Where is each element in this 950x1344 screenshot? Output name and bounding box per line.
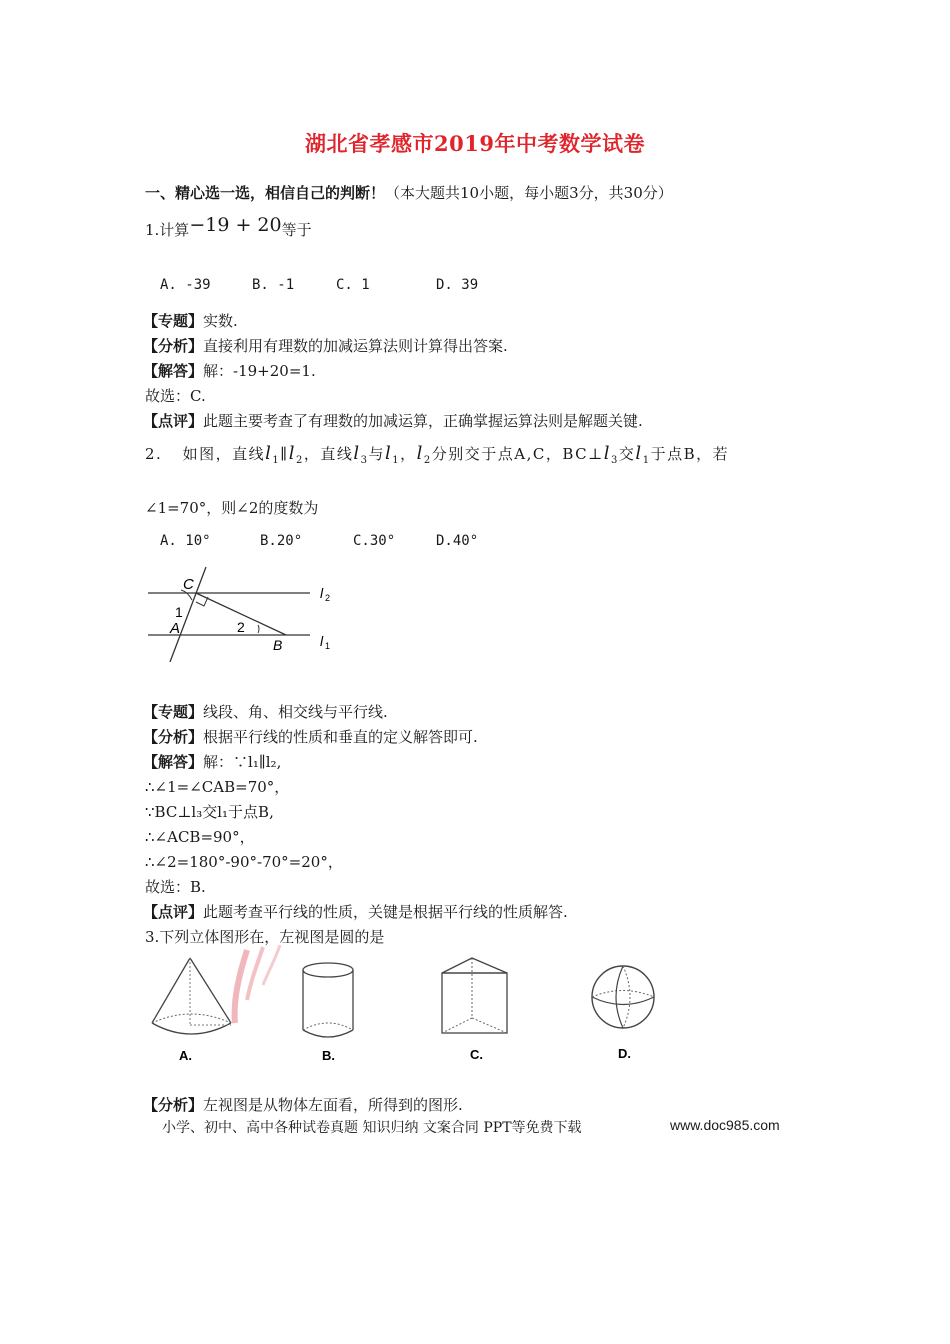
q2-l3-sub-b: 3: [611, 455, 619, 466]
q1-suffix: 等于: [281, 221, 312, 239]
q1-topic: [143, 310, 238, 331]
label-angle-2: 2: [237, 619, 245, 635]
label-b: B: [273, 637, 283, 653]
q1-option-c: C. 1: [336, 277, 370, 293]
tag-comment: 【点评】: [143, 412, 204, 430]
q2-step-1: ∴∠1=∠CAB=70°，: [145, 778, 290, 796]
label-c: C: [183, 576, 194, 593]
tag-solution: 【解答】: [143, 753, 204, 771]
tag-analysis: 【分析】: [143, 728, 204, 746]
q2-stem: [145, 443, 729, 466]
angle-2-arc: [258, 625, 259, 633]
q2-topic: [143, 701, 388, 722]
q2-l1-sub-c: 1: [642, 455, 651, 466]
q2-text-f: 于点B，若: [650, 445, 730, 463]
q3-analysis: [143, 1094, 463, 1115]
q2-l1: l: [265, 443, 273, 464]
cylinder-figure: [290, 958, 370, 1068]
label-d: D.: [618, 1046, 631, 1061]
section-heading-note: （本大题共10小题，每小题3分，共30分）: [385, 184, 673, 202]
q1-stem: [145, 214, 312, 240]
label-angle-1: 1: [175, 604, 183, 620]
q2-option-b: B.20°: [260, 533, 303, 549]
q2-l1-b: l: [385, 443, 393, 464]
q2-l2: l: [288, 443, 296, 464]
q2-l2-sub-b: 2: [423, 455, 432, 466]
tag-topic: 【专题】: [143, 703, 204, 721]
label-l2: l: [320, 585, 324, 601]
q1-analysis-text: 直接利用有理数的加减运算法则计算得出答案.: [203, 337, 508, 355]
label-a: A.: [179, 1048, 192, 1063]
prism-figure: [432, 955, 527, 1067]
q2-text-d: 分别交于点A,C，BC⊥: [431, 445, 604, 463]
q3-stem: 3.下列立体图形在，左视图是圆的是: [145, 928, 385, 946]
q2-text-b: ，直线: [303, 445, 354, 463]
q2-choice: 故选：B.: [145, 878, 206, 896]
q2-l3-b: l: [603, 443, 612, 464]
tag-solution: 【解答】: [143, 362, 204, 380]
q3-analysis-text: 左视图是从物体左面看，所得到的图形.: [203, 1096, 463, 1114]
q2-step-2: ∵BC⊥l₃交l₁于点B,: [145, 803, 274, 821]
q1-option-b: B. -1: [252, 277, 295, 293]
q1-analysis: [143, 335, 508, 356]
q2-comment: [143, 901, 568, 922]
tag-topic: 【专题】: [143, 312, 204, 330]
q1-solution-text: 解：-19+20=1.: [203, 362, 316, 380]
q2-option-a: A. 10°: [160, 533, 211, 549]
q2-parallel: ∥: [280, 445, 289, 463]
cone-figure: [145, 953, 240, 1068]
label-a: A: [170, 620, 181, 637]
tag-comment: 【点评】: [143, 903, 204, 921]
q2-solution: [143, 751, 281, 772]
q1-choice: 故选：C.: [145, 387, 206, 405]
q2-l1-c: l: [635, 443, 643, 464]
section-heading-main: 一、精心选一选，相信自己的判断！: [145, 184, 386, 202]
q2-text-a: 如图，直线: [182, 445, 266, 463]
q1-solution: [143, 360, 316, 381]
q2-step-3: ∴∠ACB=90°，: [145, 828, 255, 846]
q2-l2-b: l: [416, 443, 424, 464]
label-l1-sub: 1: [325, 641, 331, 651]
footer-link[interactable]: www.doc985.com: [670, 1117, 780, 1133]
q2-figure: [140, 562, 340, 662]
q2-option-c: C.30°: [353, 533, 396, 549]
q1-option-d: D. 39: [436, 277, 479, 293]
q2-step-4: ∴∠2=180°-90°-70°=20°，: [145, 853, 343, 871]
q1-topic-text: 实数.: [203, 312, 238, 330]
section-heading: [145, 182, 673, 203]
tag-analysis: 【分析】: [143, 1096, 204, 1114]
q2-line2: ∠1=70°，则∠2的度数为: [145, 499, 319, 517]
tag-analysis: 【分析】: [143, 337, 204, 355]
page-title: 湖北省孝感市2019年中考数学试卷: [305, 131, 645, 156]
q2-l3: l: [353, 443, 361, 464]
q2-option-d: D.40°: [436, 533, 479, 549]
q2-l2-sub: 2: [295, 455, 304, 466]
q2-topic-text: 线段、角、相交线与平行线.: [203, 703, 388, 721]
q2-sep: ，: [400, 445, 417, 463]
q2-text-e: 交: [618, 445, 636, 463]
q1-option-a: A. -39: [160, 277, 211, 293]
label-b: B.: [322, 1048, 335, 1063]
q2-analysis-text: 根据平行线的性质和垂直的定义解答即可.: [203, 728, 478, 746]
q2-text-c: 与: [368, 445, 385, 463]
q2-l1-sub-b: 1: [392, 455, 401, 466]
q1-comment: [143, 410, 643, 431]
q2-l1-sub: 1: [272, 455, 281, 466]
label-l2-sub: 2: [325, 593, 331, 603]
q1-expression: −19 + 20: [189, 214, 282, 236]
q1-prefix: 1.计算: [145, 221, 190, 239]
sphere-figure: [585, 962, 665, 1062]
q2-number: 2.: [145, 445, 163, 463]
q2-l3-sub: 3: [360, 455, 369, 466]
q2-solution-text: 解：∵l₁∥l₂,: [203, 753, 282, 771]
q1-comment-text: 此题主要考查了有理数的加减运算，正确掌握运算法则是解题关键.: [203, 412, 643, 430]
label-l1: l: [320, 633, 324, 649]
q2-comment-text: 此题考查平行线的性质，关键是根据平行线的性质解答.: [203, 903, 568, 921]
q2-analysis: [143, 726, 478, 747]
label-c: C.: [470, 1047, 483, 1062]
footer-text: 小学、初中、高中各种试卷真题 知识归纳 文案合同 PPT等免费下载: [162, 1120, 582, 1136]
